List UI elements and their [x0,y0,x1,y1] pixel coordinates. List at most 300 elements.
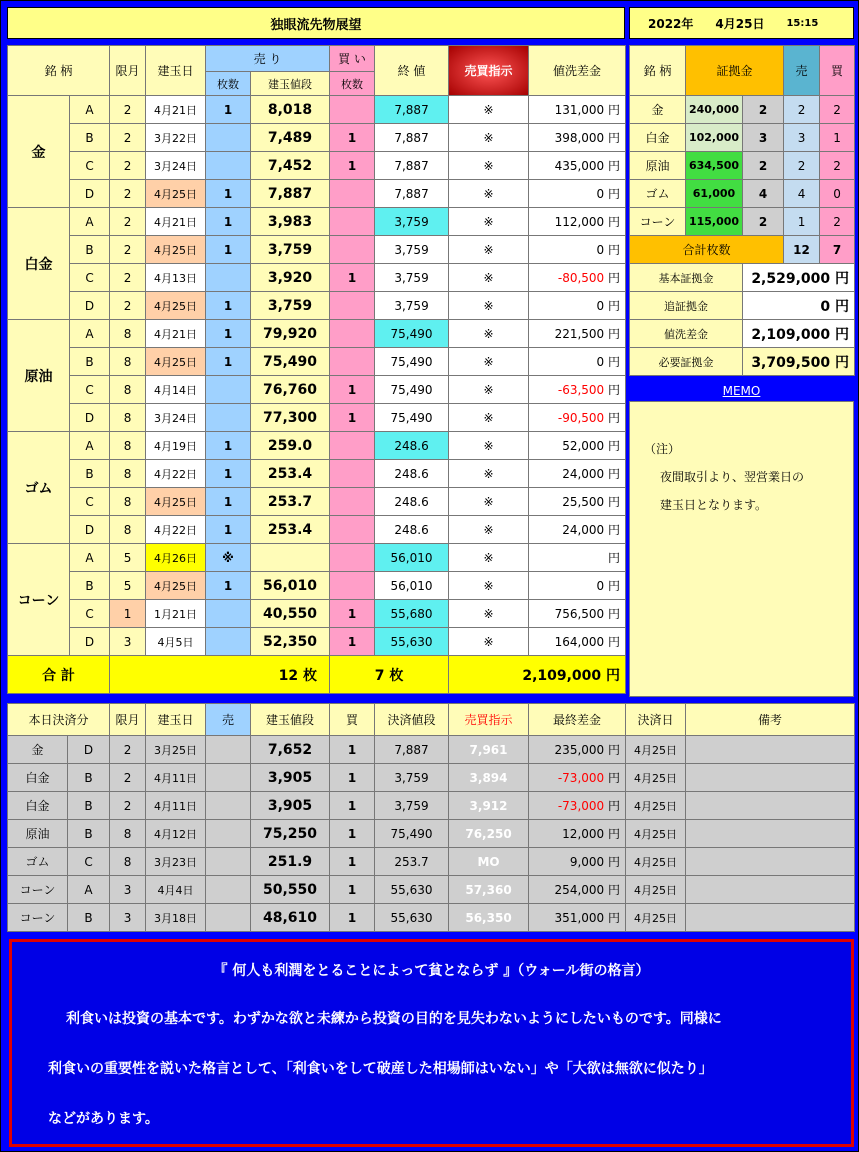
instruction: ※ [449,264,529,292]
summary-unit: 円 [835,270,850,287]
settled-final-cell [529,848,626,876]
memo-line: （注） [644,442,681,456]
entry-price: 253.4 [251,516,330,544]
settled-final-cell [529,904,626,932]
buy-count [330,516,375,544]
diff-value: 398,000 [554,131,605,145]
settled-sprice: 55,630 [375,904,449,932]
settled-unit: 円 [608,911,621,925]
settled-gen: 3 [110,904,146,932]
page-title-bar [7,7,625,39]
diff-value: 52,000 [562,439,605,453]
summary-value-cell [743,264,855,292]
summary-row [630,320,855,348]
series: A [70,208,110,236]
header-price: 建玉値段 [251,72,330,96]
entry-price: 79,920 [251,320,330,348]
settled-buy: 1 [330,764,375,792]
settled-note [686,876,855,904]
margin-count: 2 [743,152,784,180]
summary-unit: 円 [835,354,850,371]
diff-unit: 円 [608,635,621,649]
buy-count: 1 [330,124,375,152]
diff-cell [529,460,626,488]
entry-price: 253.4 [251,460,330,488]
buy-count [330,544,375,572]
settled-price: 251.9 [251,848,330,876]
buy-count: 1 [330,376,375,404]
brand-name: コーン [8,544,70,656]
margin-brand: 原油 [630,152,686,180]
settled-date: 3月25日 [146,736,206,764]
total-diff-unit: 円 [606,667,621,684]
buy-count [330,460,375,488]
series: D [70,516,110,544]
diff-unit: 円 [608,411,621,425]
diff-value: 0 [596,299,605,313]
instruction: ※ [449,432,529,460]
margin-buy: 2 [820,96,855,124]
settle-header-instr: 売買指示 [449,704,529,736]
diff-unit: 円 [608,187,621,201]
instruction: ※ [449,628,529,656]
diff-cell [529,404,626,432]
settled-sell [206,764,251,792]
position-date: 4月22日 [146,460,206,488]
gen-month: 1 [110,600,146,628]
quote-line-1: 利食いは投資の基本です。わずかな欲と未練から投資の目的を見失わないようにしたいものです。同様に [66,1011,722,1027]
sell-count [206,376,251,404]
sell-count [206,124,251,152]
entry-price: 56,010 [251,572,330,600]
total-diff [449,656,626,694]
settled-sdate: 4月25日 [626,792,686,820]
entry-price: 7,489 [251,124,330,152]
buy-count [330,96,375,124]
series: B [70,572,110,600]
diff-cell [529,628,626,656]
diff-unit: 円 [608,579,621,593]
position-date: 4月21日 [146,96,206,124]
buy-count [330,320,375,348]
close-price: 3,759 [375,208,449,236]
sell-count [206,404,251,432]
settled-instruction: 57,360 [449,876,529,904]
settled-note [686,820,855,848]
close-price: 248.6 [375,516,449,544]
margin-count-label: 合計枚数 [630,236,784,264]
summary-label: 値洗差金 [630,320,743,348]
summary-value: 2,529,000 [751,270,831,287]
diff-unit: 円 [608,495,621,509]
diff-cell [529,152,626,180]
settled-sell [206,848,251,876]
settled-final-cell [529,876,626,904]
margin-buy: 1 [820,124,855,152]
settled-series: B [68,792,110,820]
sell-count: 1 [206,516,251,544]
close-price: 56,010 [375,572,449,600]
position-row [8,544,626,572]
settled-sell [206,876,251,904]
settled-final: -73,000 [557,799,605,813]
sell-count: 1 [206,460,251,488]
settled-instruction: 56,350 [449,904,529,932]
gen-month: 5 [110,544,146,572]
diff-cell [529,264,626,292]
sell-count: 1 [206,208,251,236]
settle-header-sell: 売 [206,704,251,736]
close-price: 75,490 [375,376,449,404]
datetime-bar [629,7,854,39]
diff-unit: 円 [608,131,621,145]
instruction: ※ [449,572,529,600]
position-row [8,600,626,628]
instruction: ※ [449,460,529,488]
gen-month: 2 [110,96,146,124]
position-row [8,348,626,376]
diff-unit: 円 [608,215,621,229]
series: D [70,180,110,208]
settled-brand: コーン [8,876,68,904]
buy-count [330,432,375,460]
diff-value: 164,000 [554,635,605,649]
settled-sprice: 55,630 [375,876,449,904]
settled-final: -73,000 [557,771,605,785]
diff-cell [529,572,626,600]
margin-row [630,180,855,208]
series: C [70,152,110,180]
sell-count: 1 [206,488,251,516]
settled-sdate: 4月25日 [626,820,686,848]
settled-buy: 1 [330,792,375,820]
gen-month: 8 [110,460,146,488]
settle-header-gen: 限月 [110,704,146,736]
settled-gen: 2 [110,764,146,792]
settled-note [686,904,855,932]
settled-sprice: 75,490 [375,820,449,848]
buy-count [330,348,375,376]
entry-price: 40,550 [251,600,330,628]
buy-count [330,572,375,600]
diff-unit: 円 [608,243,621,257]
settle-header-final: 最終差金 [529,704,626,736]
total-buy-unit: 枚 [389,667,404,684]
margin-header-buy: 買 [820,46,855,96]
entry-price: 52,350 [251,628,330,656]
gen-month: 8 [110,376,146,404]
settled-brand: ゴム [8,848,68,876]
position-date: 4月22日 [146,516,206,544]
settle-header-note: 備考 [686,704,855,736]
margin-buy: 2 [820,208,855,236]
memo-box [629,401,854,697]
time: 15:15 [786,17,819,29]
diff-unit: 円 [608,355,621,369]
settled-buy: 1 [330,820,375,848]
series: B [70,236,110,264]
quote-line-3: などがあります。 [48,1111,159,1127]
settled-series: D [68,736,110,764]
settled-final-cell [529,820,626,848]
settled-brand: 金 [8,736,68,764]
instruction: ※ [449,208,529,236]
instruction: ※ [449,600,529,628]
settled-date: 4月11日 [146,792,206,820]
settled-sdate: 4月25日 [626,848,686,876]
diff-cell [529,600,626,628]
margin-row [630,152,855,180]
position-date: 4月25日 [146,236,206,264]
buy-count: 1 [330,152,375,180]
summary-row [630,292,855,320]
position-row [8,432,626,460]
series: D [70,292,110,320]
instruction: ※ [449,236,529,264]
margin-brand: 白金 [630,124,686,152]
close-price: 75,490 [375,404,449,432]
settled-unit: 円 [608,855,621,869]
position-row [8,516,626,544]
gen-month: 2 [110,264,146,292]
settled-sprice: 3,759 [375,764,449,792]
settled-instruction: 3,912 [449,792,529,820]
series: B [70,348,110,376]
settled-final-cell [529,736,626,764]
settled-brand: 原油 [8,820,68,848]
settled-sdate: 4月25日 [626,736,686,764]
settled-sell [206,736,251,764]
settle-header-sprice: 決済値段 [375,704,449,736]
diff-value: 0 [596,243,605,257]
header-diff: 値洗差金 [529,46,626,96]
diff-cell [529,320,626,348]
instruction-header-button[interactable]: 売買指示 [449,46,529,96]
position-date: 4月14日 [146,376,206,404]
close-price: 248.6 [375,432,449,460]
memo-link[interactable]: MEMO [722,384,761,398]
sell-count: 1 [206,348,251,376]
position-row [8,236,626,264]
sell-count: 1 [206,292,251,320]
diff-unit: 円 [608,523,621,537]
settled-row [8,876,855,904]
summary-label: 必要証拠金 [630,348,743,376]
margin-count: 2 [743,208,784,236]
settled-final-cell [529,764,626,792]
position-row [8,264,626,292]
settled-sprice: 3,759 [375,792,449,820]
margin-count-buy: 7 [820,236,855,264]
diff-value: 221,500 [554,327,605,341]
diff-value: 112,000 [554,215,605,229]
margin-row [630,96,855,124]
position-row [8,124,626,152]
settled-buy: 1 [330,848,375,876]
position-date: 4月21日 [146,208,206,236]
settled-row [8,792,855,820]
position-row [8,96,626,124]
gen-month: 2 [110,180,146,208]
buy-count [330,180,375,208]
close-price: 7,887 [375,96,449,124]
gen-month: 8 [110,432,146,460]
series: C [70,376,110,404]
margin-sell: 2 [784,152,820,180]
diff-value: 24,000 [562,523,605,537]
settled-series: A [68,876,110,904]
instruction: ※ [449,180,529,208]
position-date: 4月25日 [146,292,206,320]
settled-final-cell [529,792,626,820]
buy-count [330,488,375,516]
settled-date: 4月12日 [146,820,206,848]
settled-date: 3月23日 [146,848,206,876]
settled-gen: 2 [110,792,146,820]
settled-series: C [68,848,110,876]
sell-count [206,152,251,180]
summary-label: 基本証拠金 [630,264,743,292]
diff-unit: 円 [608,551,621,565]
settled-instruction: 3,894 [449,764,529,792]
gen-month: 2 [110,292,146,320]
diff-value: 25,500 [562,495,605,509]
buy-count: 1 [330,404,375,432]
header-close: 終 値 [375,46,449,96]
margin-header-sell: 売 [784,46,820,96]
settled-date: 4月11日 [146,764,206,792]
margin-row [630,208,855,236]
diff-cell [529,124,626,152]
gen-month: 8 [110,348,146,376]
margin-amount: 634,500 [686,152,743,180]
buy-count: 1 [330,600,375,628]
margin-header-brand: 銘 柄 [630,46,686,96]
entry-price: 3,983 [251,208,330,236]
diff-value: 131,000 [554,103,605,117]
gen-month: 3 [110,628,146,656]
position-row [8,208,626,236]
summary-value: 2,109,000 [751,326,831,343]
settled-date: 3月18日 [146,904,206,932]
buy-count [330,292,375,320]
margin-count: 4 [743,180,784,208]
header-brand: 銘 柄 [8,46,110,96]
diff-value: 0 [596,187,605,201]
close-price: 248.6 [375,460,449,488]
settled-gen: 2 [110,736,146,764]
entry-price: 3,759 [251,236,330,264]
margin-count: 2 [743,96,784,124]
memo-line: 夜間取引より、翌営業日の [660,470,805,484]
entry-price: 8,018 [251,96,330,124]
margin-amount: 240,000 [686,96,743,124]
sell-count: 1 [206,96,251,124]
series: C [70,600,110,628]
positions-table [7,45,626,694]
summary-value-cell [743,320,855,348]
total-sell-unit: 枚 [303,667,318,684]
settled-note [686,792,855,820]
diff-unit: 円 [608,103,621,117]
settled-gen: 3 [110,876,146,904]
margin-amount: 102,000 [686,124,743,152]
diff-unit: 円 [608,607,621,621]
entry-price: 3,759 [251,292,330,320]
sell-count: ※ [206,544,251,572]
settled-sell [206,904,251,932]
instruction: ※ [449,124,529,152]
buy-count: 1 [330,628,375,656]
diff-cell [529,236,626,264]
total-label: 合 計 [8,656,110,694]
diff-unit: 円 [608,439,621,453]
summary-row [630,264,855,292]
settled-final: 235,000 [554,743,605,757]
margin-brand: ゴム [630,180,686,208]
settled-buy: 1 [330,736,375,764]
settled-series: B [68,764,110,792]
settled-note [686,736,855,764]
diff-unit: 円 [608,467,621,481]
gen-month: 5 [110,572,146,600]
position-date: 4月25日 [146,488,206,516]
position-row [8,460,626,488]
position-date: 3月22日 [146,124,206,152]
instruction: ※ [449,320,529,348]
close-price: 3,759 [375,264,449,292]
diff-value: 24,000 [562,467,605,481]
position-date: 4月21日 [146,320,206,348]
close-price: 7,887 [375,152,449,180]
entry-price: 77,300 [251,404,330,432]
settled-final: 9,000 [569,855,605,869]
settled-instruction: MO [449,848,529,876]
settled-unit: 円 [608,799,621,813]
close-price: 248.6 [375,488,449,516]
series: B [70,124,110,152]
position-row [8,320,626,348]
settled-brand: 白金 [8,792,68,820]
position-row [8,180,626,208]
close-price: 7,887 [375,124,449,152]
settled-sdate: 4月25日 [626,904,686,932]
summary-row [630,348,855,376]
diff-value: 0 [596,355,605,369]
summary-value: 0 [820,298,831,315]
settle-header-buy: 買 [330,704,375,736]
settled-price: 48,610 [251,904,330,932]
entry-price: 7,887 [251,180,330,208]
position-row [8,628,626,656]
settled-note [686,848,855,876]
settled-unit: 円 [608,743,621,757]
settled-price: 7,652 [251,736,330,764]
settled-series: B [68,904,110,932]
sell-count [206,600,251,628]
series: C [70,488,110,516]
instruction: ※ [449,376,529,404]
sell-count: 1 [206,432,251,460]
settled-row [8,904,855,932]
sell-count: 1 [206,320,251,348]
total-sell-count: 12 [278,667,299,684]
close-price: 75,490 [375,348,449,376]
entry-price: 75,490 [251,348,330,376]
series: C [70,264,110,292]
sell-count: 1 [206,180,251,208]
margin-header-margin: 証拠金 [686,46,784,96]
